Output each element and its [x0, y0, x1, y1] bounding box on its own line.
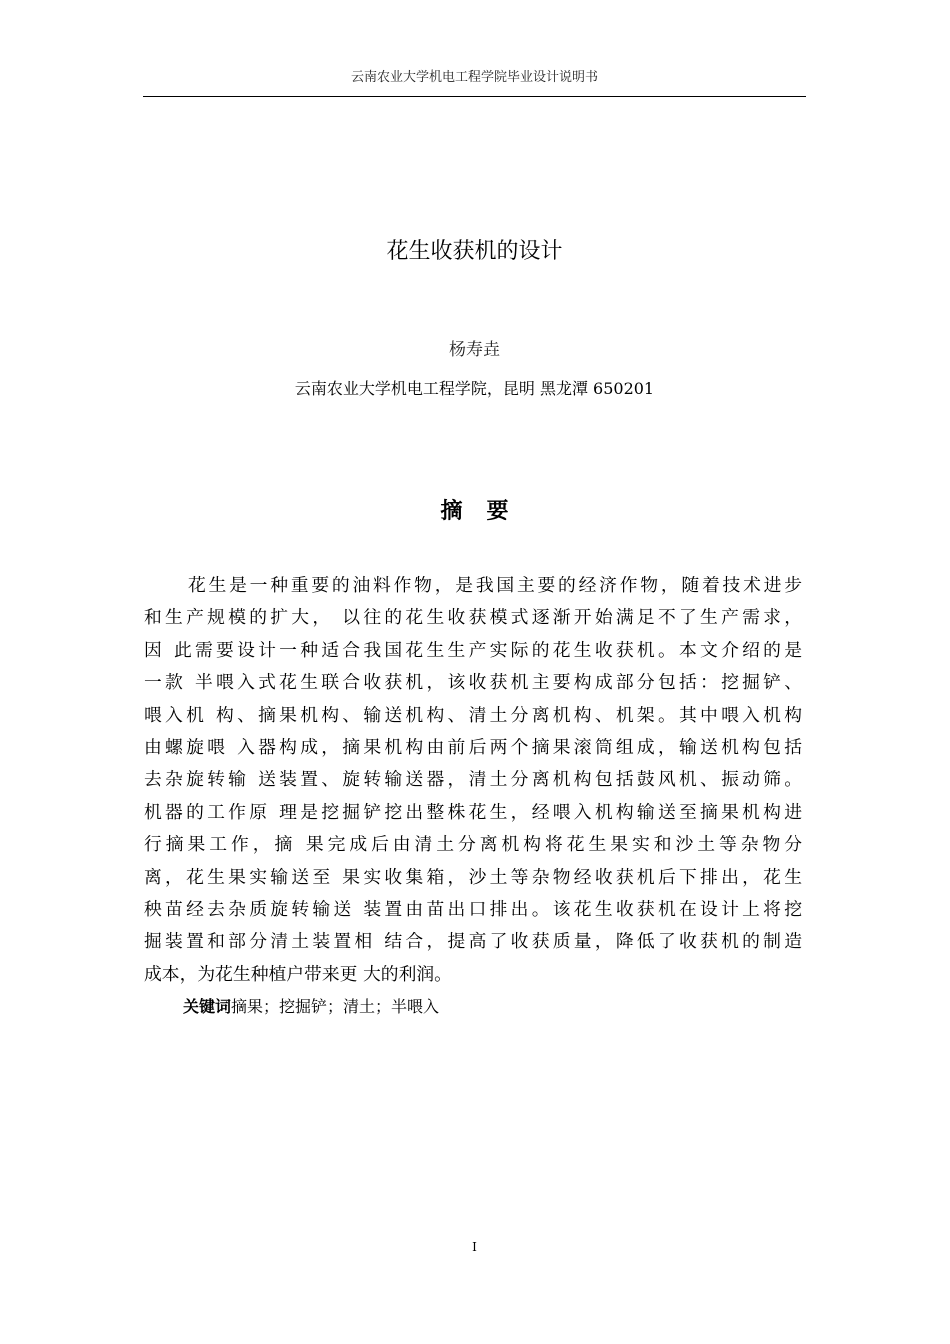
abstract-line: 一款 半喂入式花生联合收获机，该收获机主要构成部分包括：挖掘铲、 — [144, 672, 802, 694]
abstract-line: 成本，为花生种植户带来更 大的利润。 — [144, 963, 452, 985]
abstract-heading: 摘要 — [440, 499, 533, 524]
author-name: 杨寿垚 — [449, 340, 500, 360]
running-header: 云南农业大学机电工程学院毕业设计说明书 — [350, 70, 598, 85]
page-number: I — [472, 1240, 477, 1254]
keywords-label: 关键词 — [183, 997, 232, 1016]
keywords — [183, 994, 439, 1017]
abstract-line: 秧苗经去杂质旋转输送 装置由苗出口排出。该花生收获机在设计上将挖 — [144, 898, 802, 920]
abstract-line: 喂入机 构、摘果机构、输送机构、清土分离机构、机架。其中喂入机构 — [144, 704, 802, 726]
abstract-line: 和生产规模的扩大， 以往的花生收获模式逐渐开始满足不了生产需求， — [144, 607, 802, 629]
abstract-line: 因 此需要设计一种适合我国花生生产实际的花生收获机。本文介绍的是 — [144, 639, 802, 661]
abstract-line: 离，花生果实输送至 果实收集箱，沙土等杂物经收获机后下排出，花生 — [144, 866, 802, 888]
abstract-line: 去杂旋转输 送装置、旋转输送器，清土分离机构包括鼓风机、振动筛。 — [144, 769, 802, 791]
abstract-line: 由螺旋喂 入器构成，摘果机构由前后两个摘果滚筒组成，输送机构包括 — [144, 736, 802, 758]
document-title: 花生收获机的设计 — [386, 239, 563, 264]
author-affiliation: 云南农业大学机电工程学院，昆明 黑龙潭 650201 — [294, 379, 655, 398]
abstract-body — [144, 570, 802, 991]
abstract-line: 花生是一种重要的油料作物，是我国主要的经济作物，随着技术进步 — [188, 575, 802, 596]
header-divider — [143, 96, 806, 97]
abstract-line: 行摘果工作，摘 果完成后由清土分离机构将花生果实和沙土等杂物分 — [144, 834, 802, 856]
keywords-list: 摘果；挖掘铲；清土；半喂入 — [231, 997, 440, 1016]
abstract-line: 机器的工作原 理是挖掘铲挖出整株花生，经喂入机构输送至摘果机构进 — [144, 801, 802, 823]
abstract-line: 掘装置和部分清土装置相 结合，提高了收获质量，降低了收获机的制造 — [144, 931, 802, 953]
